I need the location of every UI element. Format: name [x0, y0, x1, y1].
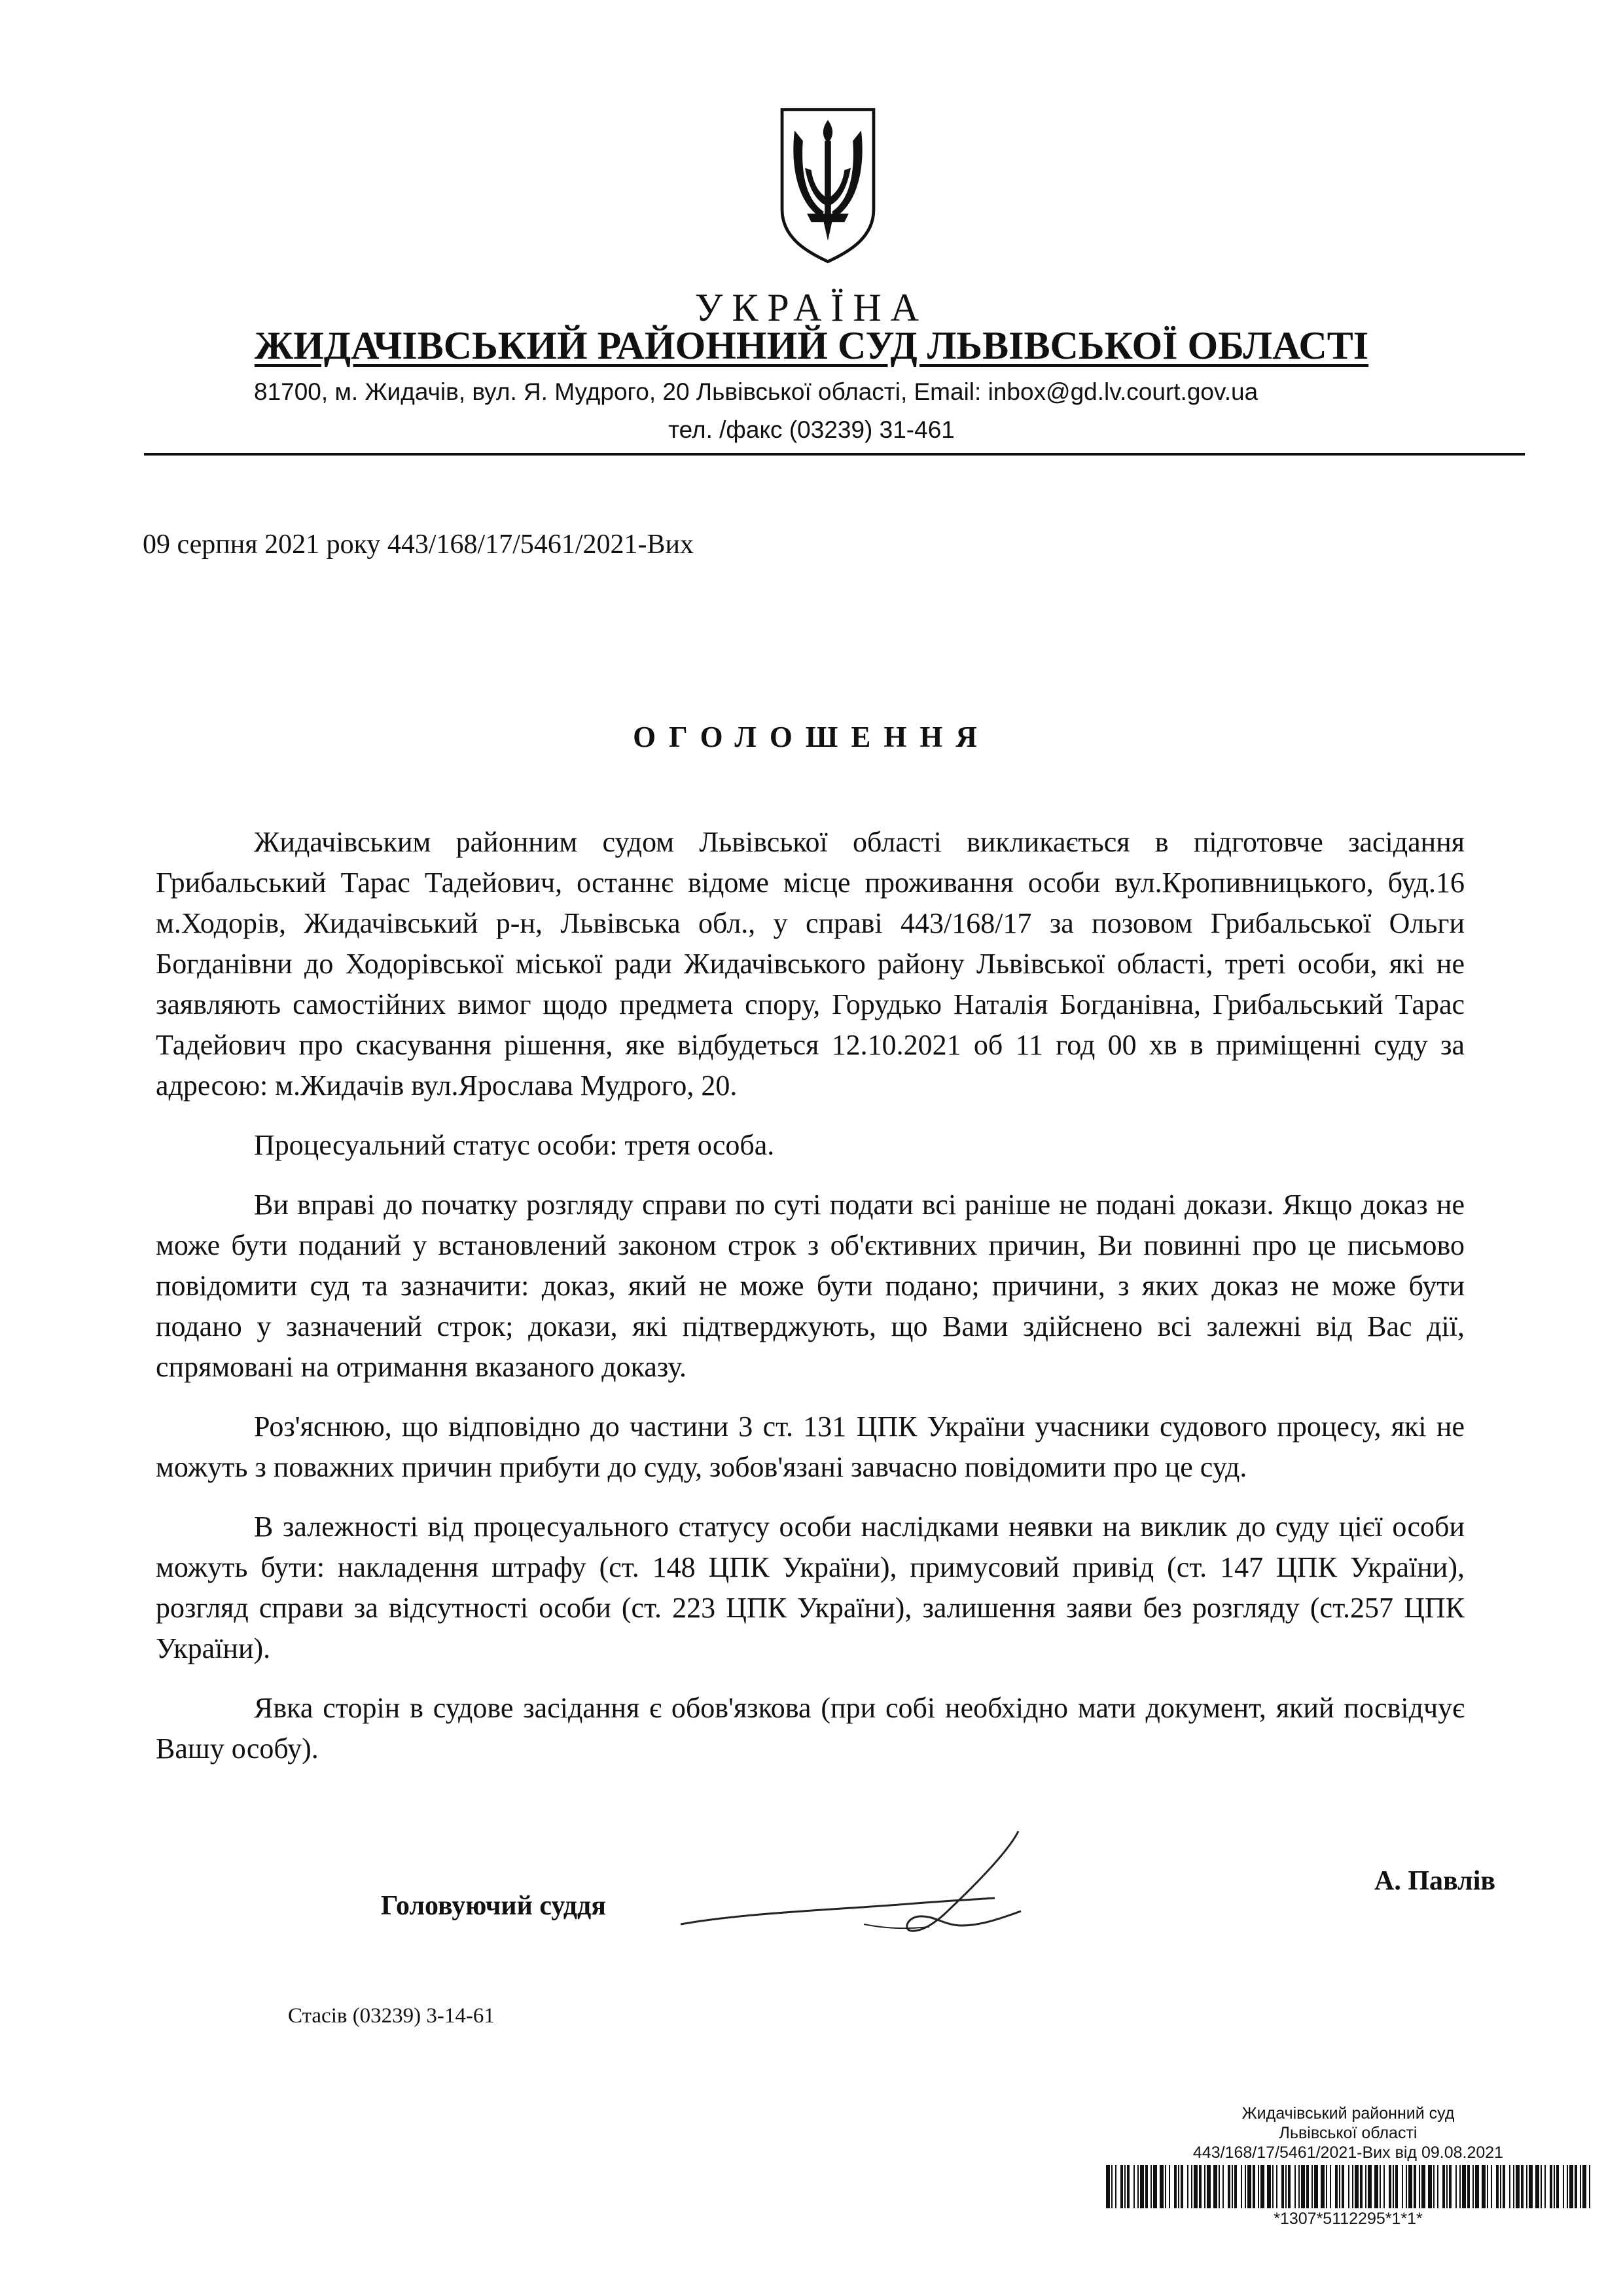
registration-stamp [1086, 2104, 1610, 2162]
executor-contact: Стасів (03239) 3-14-61 [288, 2004, 495, 2028]
stamp-line: Львівської області [1279, 2124, 1418, 2142]
outgoing-date-number: 09 серпня 2021 року 443/168/17/5461/2021-Вих [143, 529, 694, 560]
barcode-icon [1106, 2165, 1590, 2208]
stamp-line: Жидачівський районний суд [1241, 2104, 1455, 2123]
body-paragraph: Явка сторін в судове засідання є обов'язкова (при собі необхідно мати документ, який посвідчує Вашу особу). [156, 1692, 1465, 1765]
body-paragraph: Роз'яснюю, що відповідно до частини 3 ст. 131 ЦПК України учасники судового процесу, які не можуть з поважних причин прибути до суду, зобов'язані завчасно повідомити про це суд. [156, 1410, 1465, 1483]
ukraine-trident-icon [776, 103, 880, 266]
body-paragraph: Жидачівським районним судом Львівської області викликається в підготовче засідання Грибальський Тарас Тадейович, останнє відоме місце проживання особи вул.Кропивницького, буд.16 м.Ходорів, Жидачівський р-н, Львівська обл., у справі 443/168/17 за позовом Грибальської Ольги Богданівни до Ходорівської міської ради Жидачівського району Львівської області, треті особи, які не заявляють самостійних вимог щодо предмета спору, Горудько Наталія Богданівна, Грибальський Тарас Тадейович про скасування рішення, яке відбудеться 12.10.2021 об 11 год 00 хв в приміщенні суду за адресою: м.Жидачів вул.Ярослава Мудрого, 20. [156, 826, 1465, 1102]
document-title: ОГОЛОШЕННЯ [633, 721, 990, 753]
court-name-heading: ЖИДАЧІВСЬКИЙ РАЙОННИЙ СУД ЛЬВІВСЬКОЇ ОБЛАСТІ [254, 324, 1369, 367]
document-body [156, 822, 1465, 1788]
handwritten-signature [668, 1826, 1047, 1957]
body-paragraph: Процесуальний статус особи: третя особа. [254, 1129, 775, 1161]
judge-name: А. Павлів [1374, 1866, 1496, 1896]
court-phone: тел. /факс (03239) 31-461 [668, 416, 955, 443]
header-divider [144, 453, 1525, 456]
stamp-line: 443/168/17/5461/2021-Вих від 09.08.2021 [1192, 2144, 1504, 2162]
body-paragraph: Ви вправі до початку розгляду справи по суті подати всі раніше не подані докази. Якщо доказ не може бути поданий у встановлений законом строк з об'єктивних причин, Ви повинні про це письмово повідомити суд та зазначити: доказ, який не може бути подано; причини, з яких доказ не може бути подано у зазначений строк; докази, які підтверджують, що Вами здійснено всі залежні від Вас дії, спрямовані на отримання вказаного доказу. [156, 1189, 1465, 1383]
court-address: 81700, м. Жидачів, вул. Я. Мудрого, 20 Львівської області, Email: inbox@gd.lv.court.gov.ua [254, 378, 1258, 405]
barcode-number: *1307*5112295*1*1* [1274, 2210, 1423, 2228]
judge-title: Головуючий суддя [381, 1891, 606, 1921]
body-paragraph: В залежності від процесуального статусу особи наслідками неявки на виклик до суду цієї особи можуть бути: накладення штрафу (ст. 148 ЦПК України), примусовий привід (ст. 147 ЦПК України), розгляд справи за відсутності особи (ст. 223 ЦПК України), залишення заяви без розгляду (ст.257 ЦПК України). [156, 1511, 1465, 1664]
country-heading: УКРАЇНА [694, 286, 929, 329]
